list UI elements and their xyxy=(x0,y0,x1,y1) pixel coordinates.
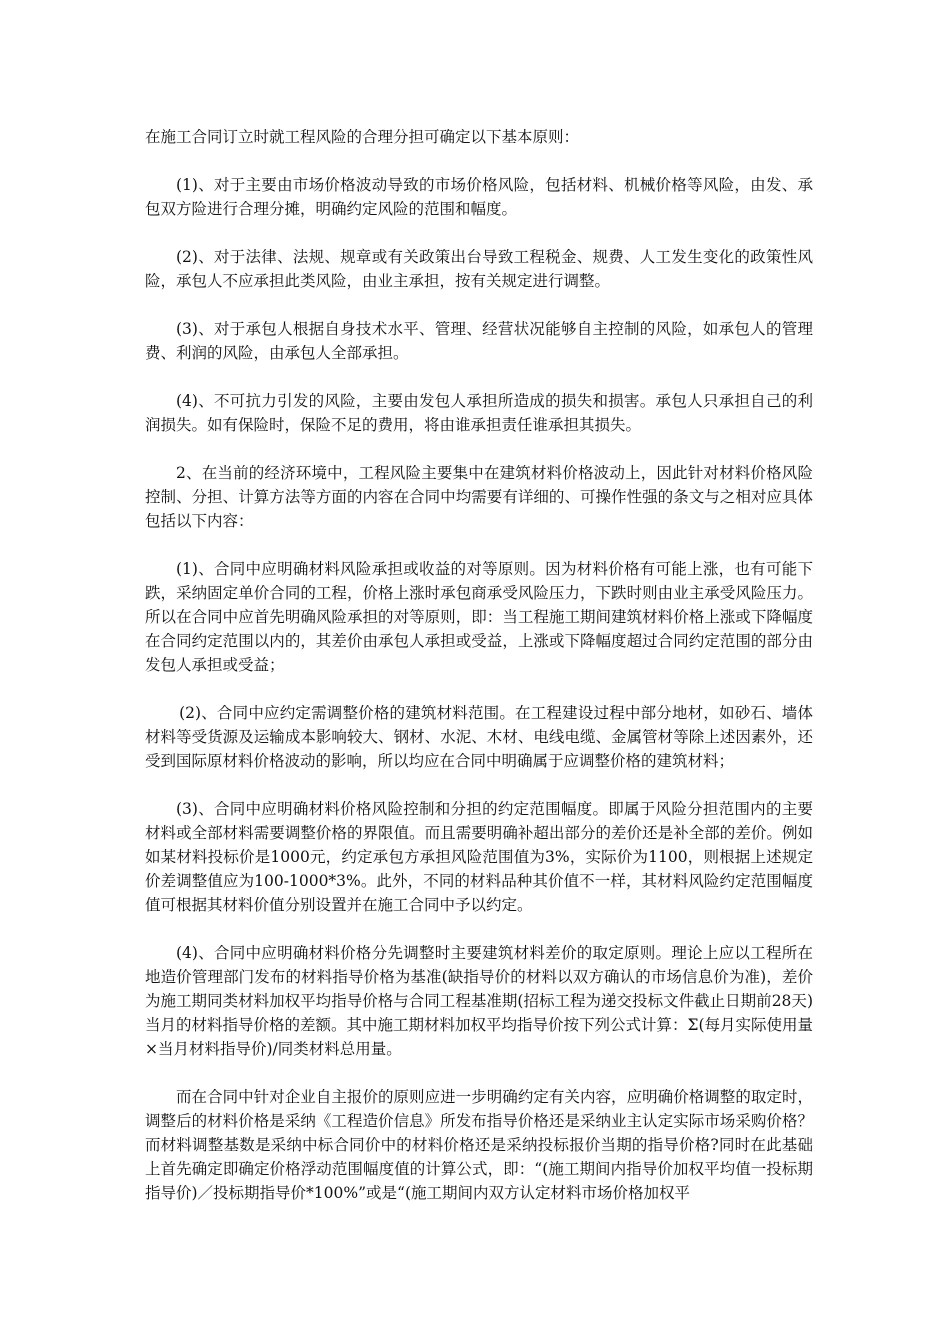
item-2-paragraph: (2)、合同中应约定需调整价格的建筑材料范围。在工程建设过程中部分地材，如砂石、墙体材料等受货源及运输成本影响较大、钢材、水泥、木材、电线电缆、金属管材等除上述因素外，还受到国际原材料价格波动的影响，所以均应在合同中明确属于应调整价格的建筑材料； xyxy=(145,704,813,770)
principle-3-paragraph: (3)、对于承包人根据自身技术水平、管理、经营状况能够自主控制的风险，如承包人的管理费、利润的风险，由承包人全部承担。 xyxy=(145,320,813,362)
item-4-paragraph: (4)、合同中应明确材料价格分先调整时主要建筑材料差价的取定原则。理论上应以工程所在地造价管理部门发布的材料指导价格为基准(缺指导价的材料以双方确认的市场信息价为准)，差价为施工期同类材料加权平均指导价格与合同工程基准期(招标工程为递交投标文件截止日期前28天)当月的材料指导价格的差额。其中施工期材料加权平均指导价按下列公式计算：Σ(每月实际使用量×当月材料指导价)/同类材料总用量。 xyxy=(145,944,814,1058)
principle-2-paragraph: (2)、对于法律、法规、规章或有关政策出台导致工程税金、规费、人工发生变化的政策性风险，承包人不应承担此类风险，由业主承担，按有关规定进行调整。 xyxy=(145,248,813,290)
principle-4-paragraph: (4)、不可抗力引发的风险，主要由发包人承担所造成的损失和损害。承包人只承担自己的利润损失。如有保险时，保险不足的费用，将由谁承担责任谁承担其损失。 xyxy=(145,392,813,434)
section-2-paragraph: 2、在当前的经济环境中，工程风险主要集中在建筑材料价格波动上，因此针对材料价格风险控制、分担、计算方法等方面的内容在合同中均需要有详细的、可操作性强的条文与之相对应具体包括以下内容： xyxy=(145,464,813,530)
item-3-paragraph: (3)、合同中应明确材料价格风险控制和分担的约定范围幅度。即属于风险分担范围内的主要材料或全部材料需要调整价格的界限值。而且需要明确补超出部分的差价还是补全部的差价。例如如某材料投标价是1000元，约定承包方承担风险范围值为3%，实际价为1100，则根据上述规定价差调整值应为100-1000*3%。此外，不同的材料品种其价值不一样，其材料风险约定范围幅度值可根据其材料价值分别设置并在施工合同中予以约定。 xyxy=(145,800,813,914)
principle-1-paragraph: (1)、对于主要由市场价格波动导致的市场价格风险，包括材料、机械价格等风险，由发、承包双方险进行合理分摊，明确约定风险的范围和幅度。 xyxy=(145,176,813,218)
document-page xyxy=(145,125,813,1229)
intro-paragraph: 在施工合同订立时就工程风险的合理分担可确定以下基本原则： xyxy=(145,128,580,146)
item-1-paragraph: (1)、合同中应明确材料风险承担或收益的对等原则。因为材料价格有可能上涨，也有可能下跌，采纳固定单价合同的工程，价格上涨时承包商承受风险压力，下跌时则由业主承受风险压力。所以在合同中应首先明确风险承担的对等原则，即：当工程施工期间建筑材料价格上涨或下降幅度在合同约定范围以内的，其差价由承包人承担或受益，上涨或下降幅度超过合同约定范围的部分由发包人承担或受益； xyxy=(145,560,813,674)
closing-paragraph: 而在合同中针对企业自主报价的原则应进一步明确约定有关内容，应明确价格调整的取定时，调整后的材料价格是采纳《工程造价信息》所发布指导价格还是采纳业主认定实际市场采购价格？而材料调整基数是采纳中标合同价中的材料价格还是采纳投标报价当期的指导价格?同时在此基础上首先确定即确定价格浮动范围幅度值的计算公式，即：“(施工期间内指导价加权平均值一投标期指导价)／投标期指导价*100%”或是“(施工期间内双方认定材料市场价格加权平 xyxy=(145,1088,813,1202)
